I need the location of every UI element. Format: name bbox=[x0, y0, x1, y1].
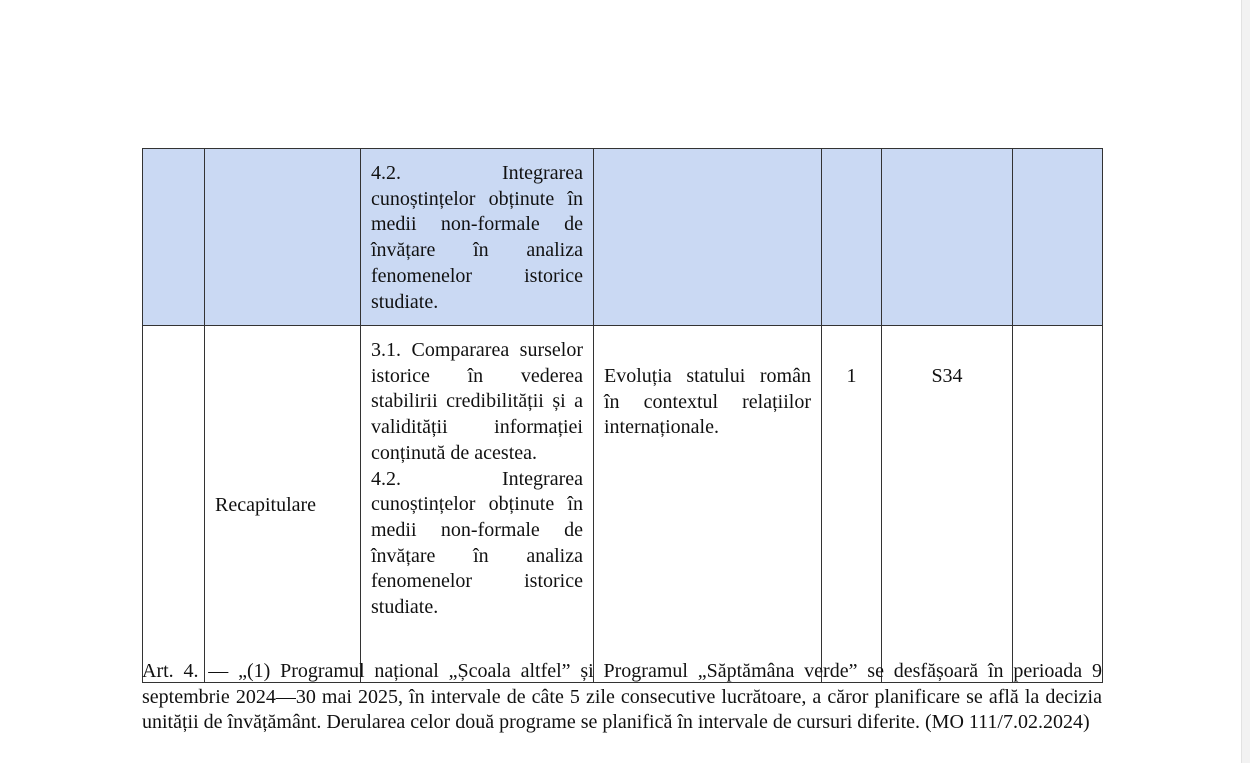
table-row bbox=[143, 326, 1103, 683]
competence-item: 4.2. Integrarea cunoștințelor obținute în medii non-formale de învățare în analiza fenomenelor istorice studiate. bbox=[371, 467, 583, 619]
cell-unit: Recapitulare bbox=[205, 326, 361, 683]
cell-number bbox=[143, 149, 205, 326]
page-edge bbox=[1241, 0, 1250, 763]
article-paragraph: Art. 4. — „(1) Programul național „Școala altfel” și Programul „Săptămâna verde” se desfășoară în perioada 9 septembrie 2024—30 mai 2025, în intervale de câte 5 zile consecutive lucrătoare, a căror planificare se află la decizia unității de învățământ. Derularea celor două programe se planifică în intervale de cursuri diferite. (MO 111/7.02.2024) bbox=[142, 660, 1102, 734]
cell-hours bbox=[822, 149, 882, 326]
cell-week bbox=[882, 149, 1013, 326]
cell-week: S34 bbox=[882, 326, 1013, 683]
cell-unit bbox=[205, 149, 361, 326]
cell-number bbox=[143, 326, 205, 683]
cell-competences bbox=[361, 149, 594, 326]
cell-hours: 1 bbox=[822, 326, 882, 683]
table-row bbox=[143, 149, 1103, 326]
cell-competences bbox=[361, 326, 594, 683]
cell-content: Evoluția statului român în contextul relațiilor internaționale. bbox=[594, 326, 822, 683]
competence-item: 3.1. Compararea surselor istorice în vederea stabilirii credibilității și a validității informației conținută de acestea. bbox=[371, 339, 583, 464]
cell-notes bbox=[1013, 149, 1103, 326]
cell-notes bbox=[1013, 326, 1103, 683]
planning-table bbox=[142, 148, 1103, 683]
competence-item: 4.2. Integrarea cunoștințelor obținute în medii non-formale de învățare în analiza fenomenelor istorice studiate. bbox=[371, 162, 583, 313]
cell-content bbox=[594, 149, 822, 326]
